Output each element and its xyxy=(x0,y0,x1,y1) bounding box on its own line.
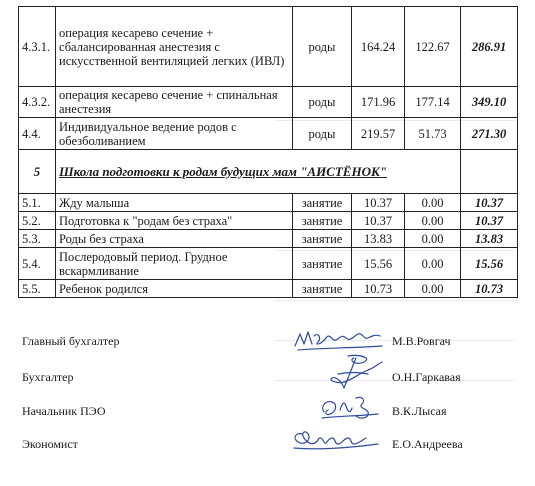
service-name: операция кесарево сечение + спинальная анестезия xyxy=(56,87,293,118)
total-price: 271.30 xyxy=(461,118,518,150)
signature-role: Главный бухгалтер xyxy=(22,334,120,348)
cost-value-2: 0.00 xyxy=(405,212,461,230)
table-row xyxy=(19,230,518,248)
cost-value-1: 15.56 xyxy=(352,248,405,280)
unit: занятие xyxy=(293,230,352,248)
table-row xyxy=(19,118,518,150)
unit: занятие xyxy=(293,280,352,298)
cost-value-1: 10.73 xyxy=(352,280,405,298)
unit: занятие xyxy=(293,248,352,280)
service-name: Роды без страха xyxy=(56,230,293,248)
handwritten-signature xyxy=(288,424,384,454)
unit: роды xyxy=(293,118,352,150)
cost-value-1: 10.37 xyxy=(352,212,405,230)
signature-name: Е.О.Андреева xyxy=(392,437,463,451)
cost-value-2: 122.67 xyxy=(405,7,461,87)
signature-name: В.К.Лысая xyxy=(392,404,447,418)
unit: занятие xyxy=(293,194,352,212)
table-row xyxy=(19,7,518,87)
total-price: 10.37 xyxy=(461,194,518,212)
row-number: 5.4. xyxy=(19,248,56,280)
cost-value-2: 0.00 xyxy=(405,248,461,280)
service-name: Индивидуальное ведение родов с обезболиванием xyxy=(56,118,293,150)
unit: роды xyxy=(293,7,352,87)
cost-value-2: 51.73 xyxy=(405,118,461,150)
cost-value-1: 171.96 xyxy=(352,87,405,118)
cost-value-2: 0.00 xyxy=(405,194,461,212)
table-row xyxy=(19,194,518,212)
cost-value-2: 0.00 xyxy=(405,280,461,298)
row-number: 4.3.2. xyxy=(19,87,56,118)
signature-name: О.Н.Гаркавая xyxy=(392,370,461,384)
service-name: Послеродовый период. Грудное вскармливание xyxy=(56,248,293,280)
cost-value-1: 10.37 xyxy=(352,194,405,212)
total-price: 286.91 xyxy=(461,7,518,87)
total-price: 13.83 xyxy=(461,230,518,248)
row-number: 5.5. xyxy=(19,280,56,298)
empty-cell xyxy=(461,150,518,194)
handwritten-signature xyxy=(318,352,388,392)
section-title-cell xyxy=(56,150,461,194)
price-table xyxy=(18,6,518,298)
total-price: 349.10 xyxy=(461,87,518,118)
unit: роды xyxy=(293,87,352,118)
total-price: 15.56 xyxy=(461,248,518,280)
table-row xyxy=(19,248,518,280)
section-header-row xyxy=(19,150,518,194)
row-number: 5.2. xyxy=(19,212,56,230)
signature-name: М.В.Ровгач xyxy=(392,334,451,348)
service-name: Подготовка к "родам без страха" xyxy=(56,212,293,230)
row-number: 5.1. xyxy=(19,194,56,212)
row-number: 5.3. xyxy=(19,230,56,248)
signature-role: Начальник ПЭО xyxy=(22,404,106,418)
service-name: Ребенок родился xyxy=(56,280,293,298)
handwritten-signature xyxy=(318,392,384,422)
service-name: Жду малыша xyxy=(56,194,293,212)
table-row xyxy=(19,87,518,118)
row-number: 4.4. xyxy=(19,118,56,150)
cost-value-1: 219.57 xyxy=(352,118,405,150)
cost-value-2: 177.14 xyxy=(405,87,461,118)
row-number: 4.3.1. xyxy=(19,7,56,87)
service-name: операция кесарево сечение + сбалансированная анестезия с искусственной вентиляцией легких (ИВЛ) xyxy=(56,7,293,87)
cost-value-1: 13.83 xyxy=(352,230,405,248)
total-price: 10.37 xyxy=(461,212,518,230)
cost-value-2: 0.00 xyxy=(405,230,461,248)
section-title: Школа подготовки к родам будущих мам "АИСТЁНОК" xyxy=(59,163,388,179)
unit: занятие xyxy=(293,212,352,230)
signature-role: Экономист xyxy=(22,437,78,451)
handwritten-signature xyxy=(292,326,387,354)
table-row xyxy=(19,212,518,230)
table-row xyxy=(19,280,518,298)
cost-value-1: 164.24 xyxy=(352,7,405,87)
total-price: 10.73 xyxy=(461,280,518,298)
section-number: 5 xyxy=(19,150,56,194)
signature-role: Бухгалтер xyxy=(22,370,74,384)
